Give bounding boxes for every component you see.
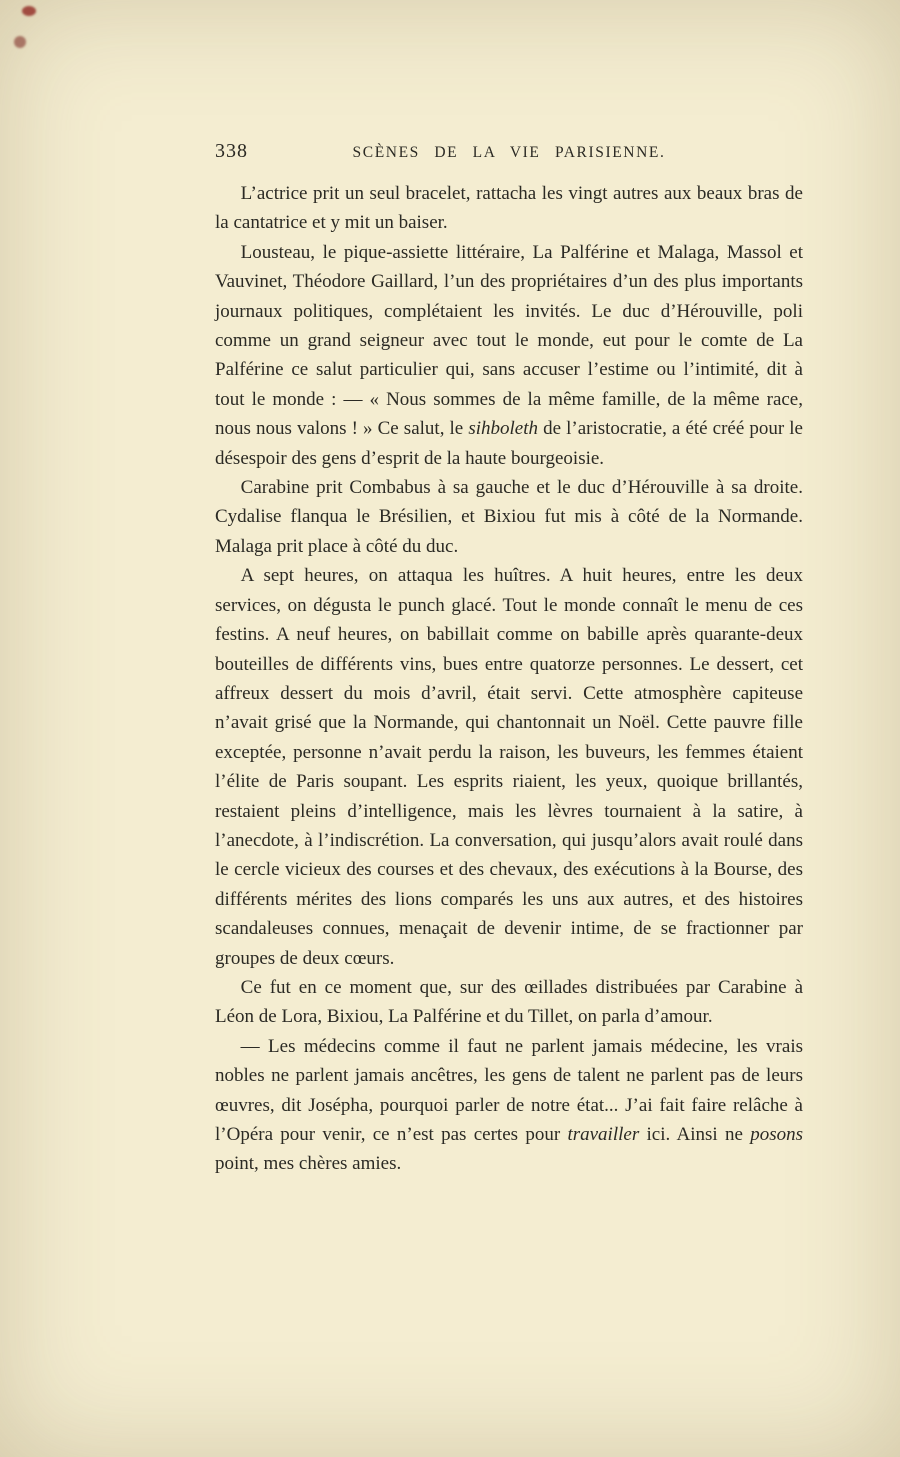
- text-run: Ce fut en ce moment que, sur des œillades distribuées par Carabine à Léon de Lora, Bixiou, La Palférine et du Tillet, on parla d’amour.: [215, 976, 803, 1028]
- paragraph: [215, 1032, 803, 1179]
- paragraph: [215, 238, 803, 473]
- page-header: [215, 140, 803, 163]
- text-run: — Les médecins comme il faut ne parlent jamais médecine, les vrais nobles ne parlent jamais ancêtres, les gens de talent ne parlent pas de leurs œuvres, dit Josépha, pourquoi parler de notre état... J’ai fait faire relâche à l’Opéra pour venir, ce n’est pas certes pour: [215, 1035, 803, 1145]
- italic-text-run: sihboleth: [468, 418, 538, 440]
- text-run: Carabine prit Combabus à sa gauche et le duc d’Hérouville à sa droite. Cydalise flanqua le Brésilien, et Bixiou fut mis à côté de la Normande. Malaga prit place à côté du duc.: [215, 477, 803, 557]
- italic-text-run: travailler: [567, 1124, 640, 1145]
- paragraph: [215, 473, 803, 561]
- text-run: de l’aristocratie, a été créé pour le désespoir des gens d’esprit de la haute bourgeoisie.: [215, 418, 803, 469]
- paragraph: [215, 973, 803, 1032]
- ink-stain: [14, 36, 26, 48]
- ink-stain: [22, 6, 36, 16]
- page-body: [215, 179, 803, 1179]
- italic-text-run: posons: [750, 1124, 803, 1145]
- text-run: Lousteau, le pique-assiette littéraire, La Palférine et Malaga, Massol et Vauvinet, Théodore Gaillard, l’un des propriétaires d’un des plus importants journaux politiques, complétaient les invités. Le duc d’Hérouville, poli comme un grand seigneur avec tout le monde, eut pour le comte de La Palférine ce salut particulier qui, sans accuser l’estime ou l’intimité, dit à tout le monde : — « Nous sommes de la même famille, de la même race, nous nous valons ! » Ce salut, le: [215, 241, 803, 440]
- text-run: A sept heures, on attaqua les huîtres. A huit heures, entre les deux services, on dégusta le punch glacé. Tout le monde connaît le menu de ces festins. A neuf heures, on babillait comme on babille après quarante-deux bouteilles de différents vins, bues entre quatorze personnes. Le dessert, cet affreux dessert du mois d’avril, était servi. Cette atmosphère capiteuse n’avait grisé que la Normande, qui chantonnait un Noël. Cette pauvre fille exceptée, personne n’avait perdu la raison, les buveurs, les femmes étaient l’élite de Paris soupant. Les esprits riaient, les yeux, quoique brillantés, restaient pleins d’intelligence, mais les lèvres tournaient à la satire, à l’anecdote, à l’indiscrétion. La conversation, qui jusqu’alors avait roulé dans le cercle vicieux des courses et des chevaux, des exécutions à la Bourse, des différents mérites des lions comparés les uns aux autres, et des histoires scandaleuses connues, menaçait de devenir intime, de se fractionner par groupes de deux cœurs.: [215, 565, 803, 969]
- text-run: point, mes chères amies.: [215, 1153, 402, 1175]
- text-run: L’actrice prit un seul bracelet, rattacha les vingt autres aux beaux bras de la cantatrice et y mit un baiser.: [215, 183, 803, 234]
- paragraph: [215, 179, 803, 238]
- page-number: 338: [215, 140, 248, 162]
- running-title: SCÈNES DE LA VIE PARISIENNE.: [352, 144, 666, 161]
- text-run: ici. Ainsi ne: [639, 1124, 751, 1145]
- paragraph: [215, 561, 803, 973]
